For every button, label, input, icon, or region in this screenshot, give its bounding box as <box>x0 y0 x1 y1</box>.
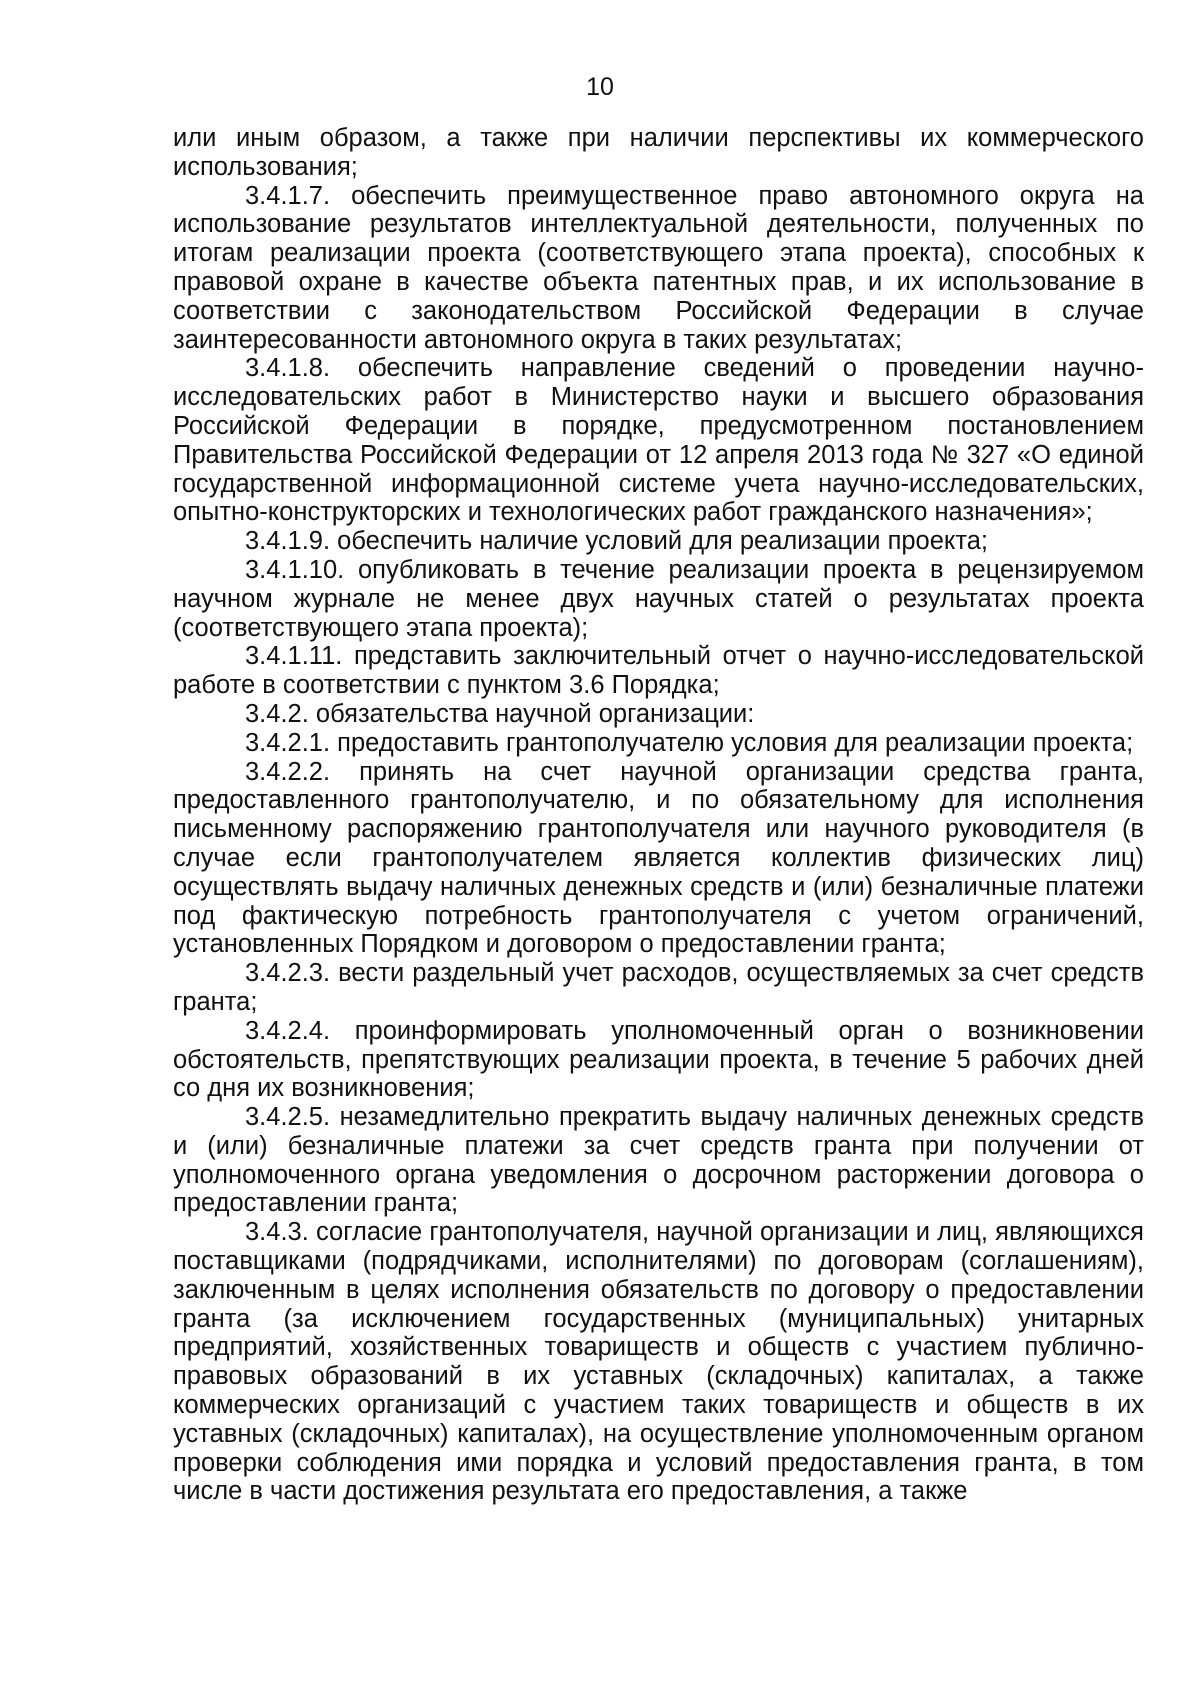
document-body <box>173 124 1144 1506</box>
paragraph-text: или иным образом, а также при наличии перспективы их коммерческого использования; <box>173 124 1144 181</box>
clause-number: 3.4.2.1. <box>245 728 331 757</box>
clause-number: 3.4.2.3. <box>245 959 331 988</box>
paragraph-3-4-2-5 <box>173 1103 1144 1218</box>
paragraph-3-4-1-9 <box>173 527 1144 556</box>
page-number: 10 <box>586 73 614 101</box>
paragraph-3-4-1-8 <box>173 354 1144 527</box>
paragraph-3-4-3 <box>173 1218 1144 1506</box>
paragraph-text: принять на счет научной организации средства гранта, предоставленного грантополучателю, и по обязательному для исполнения письменному распоряжению грантополучателя или научного руководителя (в случае если грантополучателем является коллектив физических лиц) осуществлять выдачу наличных денежных средств и (или) безналичные платежи под фактическую потребность грантополучателя с учетом ограничений, установленных Порядком и договором о предоставлении гранта; <box>173 757 1144 959</box>
clause-number: 3.4.2.5. <box>245 1103 331 1132</box>
clause-number: 3.4.2.2. <box>245 757 331 786</box>
paragraph-text: согласие грантополучателя, научной организации и лиц, являющихся поставщиками (подрядчиками, исполнителями) по договорам (соглашениям), заключенным в целях исполнения обязательств по договору о предоставлении гранта (за исключением государственных (муниципальных) унитарных предприятий, хозяйственных товариществ и обществ с участием публично-правовых образований в их уставных (складочных) капиталах, а также коммерческих организаций с участием таких товариществ и обществ в их уставных (складочных) капиталах), на осуществление уполномоченным органом проверки соблюдения ими порядка и условий предоставления гранта, в том числе в части достижения результата его предоставления, а также <box>173 1218 1144 1506</box>
paragraph-text: обязательства научной организации: <box>315 699 755 728</box>
paragraph-text: обеспечить наличие условий для реализации проекта; <box>337 527 989 556</box>
paragraph-text: вести раздельный учет расходов, осуществляемых за счет средств гранта; <box>173 959 1144 1016</box>
clause-number: 3.4.1.11. <box>245 642 343 671</box>
clause-number: 3.4.1.8. <box>245 354 331 383</box>
paragraph-text: обеспечить преимущественное право автономного округа на использование результатов интеллектуальной деятельности, полученных по итогам реализации проекта (соответствующего этапа проекта), способных к правовой охране в качестве объекта патентных прав, и их использование в соответствии с законодательством Российской Федерации в случае заинтересованности автономного округа в таких результатах; <box>173 181 1144 354</box>
clause-number: 3.4.1.9. <box>245 527 331 556</box>
paragraph-text: проинформировать уполномоченный орган о возникновении обстоятельств, препятствующих реализации проекта, в течение 5 рабочих дней со дня их возникновения; <box>173 1016 1144 1103</box>
paragraph-3-4-2-4 <box>173 1017 1144 1103</box>
paragraph-3-4-1-7 <box>173 182 1144 355</box>
paragraph-3-4-2-3 <box>173 959 1144 1017</box>
paragraph-3-4-1-10 <box>173 556 1144 642</box>
clause-number: 3.4.2.4. <box>245 1016 331 1045</box>
paragraph-continuation <box>173 124 1144 182</box>
paragraph-text: незамедлительно прекратить выдачу наличных денежных средств и (или) безналичные платежи за счет средств гранта при получении от уполномоченного органа уведомления о досрочном расторжении договора о предоставлении гранта; <box>173 1103 1144 1218</box>
paragraph-text: представить заключительный отчет о научно-исследовательской работе в соответствии с пунктом 3.6 Порядка; <box>173 642 1145 700</box>
paragraph-text: обеспечить направление сведений о проведении научно-исследовательских работ в Министерство науки и высшего образования Российской Федерации в порядке, предусмотренном постановлением Правительства Российской Федерации от 12 апреля 2013 года № 327 «О единой государственной информационной системе учета научно-исследовательских, опытно-конструкторских и технологических работ гражданского назначения»; <box>173 354 1144 527</box>
paragraph-3-4-1-11 <box>173 642 1144 700</box>
clause-number: 3.4.3. <box>245 1218 309 1247</box>
paragraph-3-4-2-1 <box>173 729 1144 758</box>
paragraph-3-4-2 <box>173 700 1144 729</box>
paragraph-3-4-2-2 <box>173 758 1144 960</box>
paragraph-text: опубликовать в течение реализации проекта в рецензируемом научном журнале не менее двух научных статей о результатах проекта (соответствующего этапа проекта); <box>173 555 1144 642</box>
clause-number: 3.4.1.7. <box>245 181 331 210</box>
clause-number: 3.4.2. <box>245 699 309 728</box>
paragraph-text: предоставить грантополучателю условия для реализации проекта; <box>337 728 1134 757</box>
clause-number: 3.4.1.10. <box>245 555 345 584</box>
